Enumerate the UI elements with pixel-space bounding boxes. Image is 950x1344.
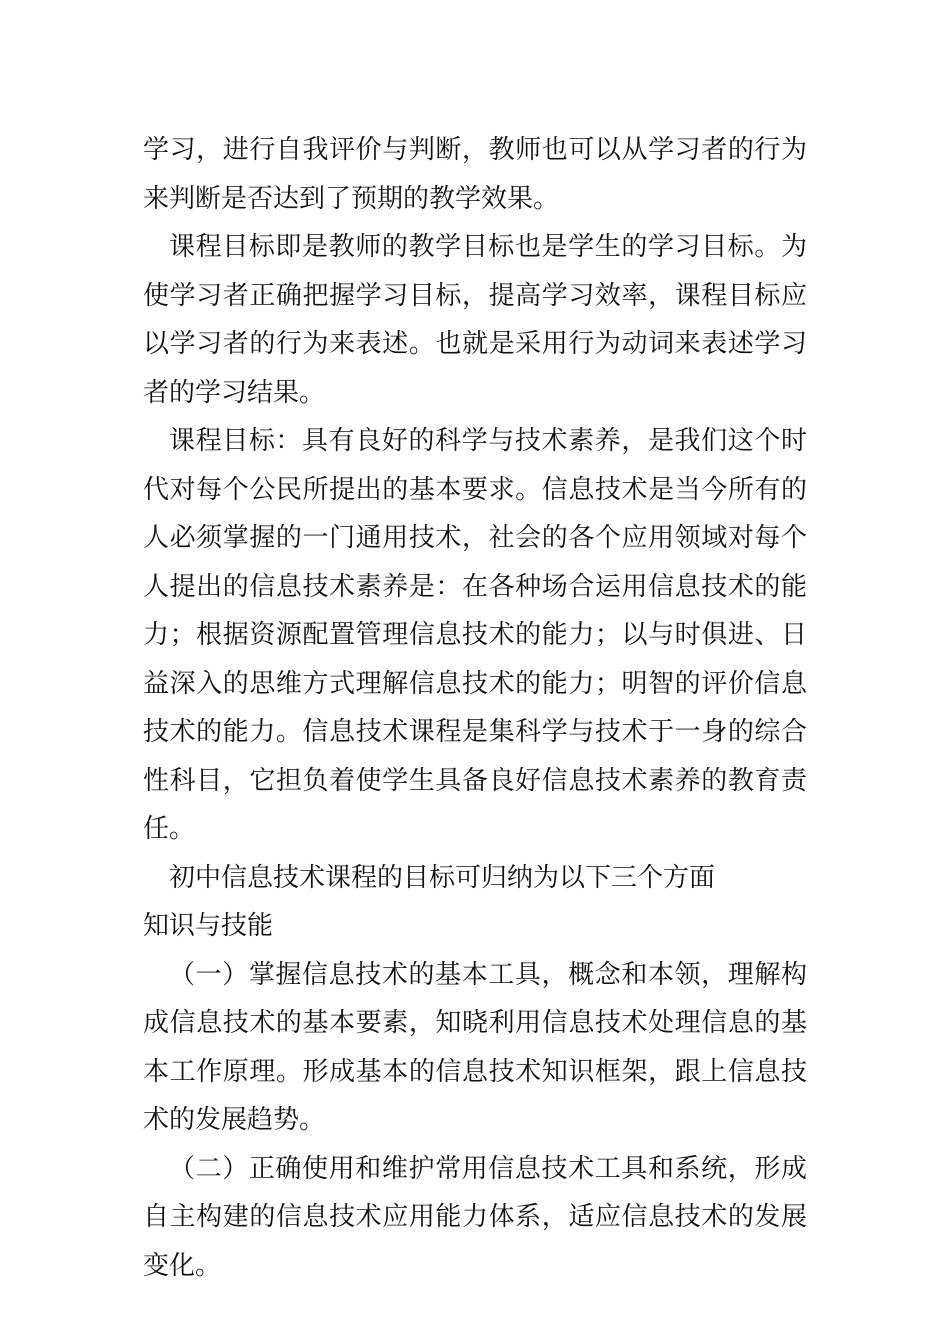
paragraph-3: 课程目标：具有良好的科学与技术素养，是我们这个时代对每个公民所提出的基本要求。信息技术是当今所有的人必须掌握的一门通用技术，社会的各个应用领域对每个人提出的信息技术素养是：在各种场合运用信息技术的能力；根据资源配置管理信息技术的能力；以与时俱进、日益深入的思维方式理解信息技术的能力；明智的评价信息技术的能力。信息技术课程是集科学与技术于一身的综合性科目，它担负着使学生具备良好信息技术素养的教育责任。	[143, 426, 807, 844]
section-heading-knowledge-skills: 知识与技能	[143, 911, 274, 941]
paragraph-4: 初中信息技术课程的目标可归纳为以下三个方面	[169, 862, 716, 893]
paragraph-item-2: （二）正确使用和维护常用信息技术工具和系统，形成自主构建的信息技术应用能力体系，适应信息技术的发展变化。	[143, 1153, 807, 1281]
paragraph-item-1: （一）掌握信息技术的基本工具，概念和本领，理解构成信息技术的基本要素，知晓利用信息技术处理信息的基本工作原理。形成基本的信息技术知识框架，跟上信息技术的发展趋势。	[143, 959, 807, 1135]
paragraph-1: 学习，进行自我评价与判断，教师也可以从学习者的行为来判断是否达到了预期的教学效果。	[143, 135, 807, 214]
paragraph-2: 课程目标即是教师的教学目标也是学生的学习目标。为使学习者正确把握学习目标，提高学习效率，课程目标应以学习者的行为来表述。也就是采用行为动词来表述学习者的学习结果。	[143, 232, 807, 408]
document-body	[143, 126, 807, 1290]
